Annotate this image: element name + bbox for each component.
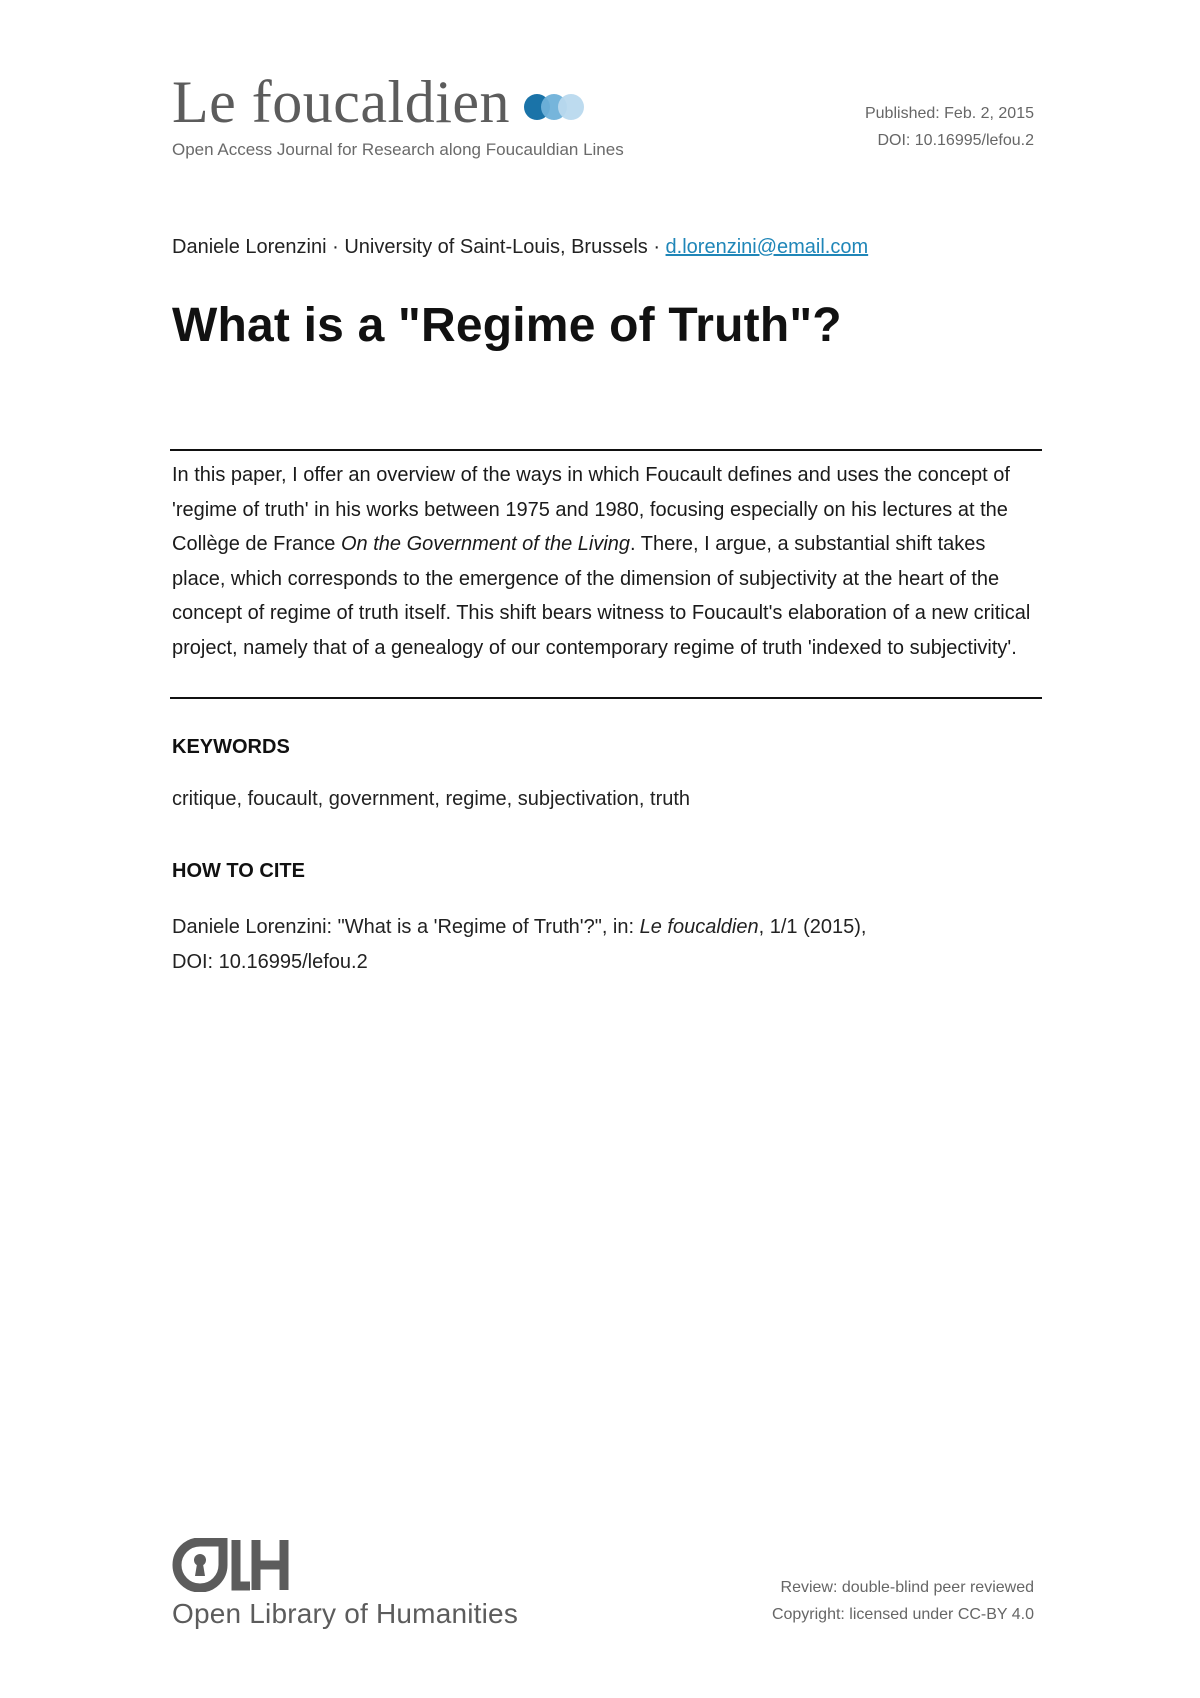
- journal-logo-dots-icon: [524, 94, 586, 120]
- abstract-part-1: In this paper, I offer an overview of the ways in which Foucault defines and uses the concept of 'regime of truth' in his works between 1975 and 1980, focusing especially on his lectures at the Collège de France: [172, 464, 1010, 555]
- citation-doi: DOI: 10.16995/lefou.2: [172, 951, 368, 973]
- citation-journal: Le foucaldien: [639, 916, 759, 938]
- brand-line: [172, 69, 624, 135]
- author-affiliation: Daniele Lorenzini · University of Saint-Louis, Brussels ·: [172, 236, 666, 258]
- citation-suffix: , 1/1 (2015),: [758, 916, 867, 938]
- published-date: Published: Feb. 2, 2015: [864, 105, 1034, 122]
- keywords-list: critique, foucault, government, regime, subjectivation, truth: [172, 788, 691, 810]
- journal-title: Le foucaldien: [172, 69, 510, 135]
- citation: [172, 910, 866, 980]
- citation-prefix: Daniele Lorenzini: "What is a 'Regime of Truth'?", in:: [172, 916, 640, 938]
- abstract-top-rule: [170, 449, 1042, 451]
- author-line: [172, 236, 868, 259]
- copyright-license: Copyright: licensed under CC-BY 4.0: [771, 1606, 1034, 1623]
- journal-masthead: [172, 69, 624, 160]
- keywords-heading: KEYWORDS: [172, 736, 290, 758]
- abstract-italic-title: On the Government of the Living: [340, 533, 631, 555]
- footer-meta: [772, 1574, 1034, 1628]
- journal-tagline: Open Access Journal for Research along Foucauldian Lines: [172, 140, 624, 159]
- logo-dot-light: [558, 94, 584, 120]
- publisher-logo: [172, 1538, 518, 1630]
- abstract-bottom-rule: [170, 697, 1042, 699]
- review-type: Review: double-blind peer reviewed: [780, 1579, 1034, 1596]
- article-title: What is a "Regime of Truth"?: [172, 299, 842, 352]
- doi: DOI: 10.16995/lefou.2: [877, 132, 1034, 149]
- publisher-name: Open Library of Humanities: [172, 1598, 519, 1629]
- how-to-cite-heading: HOW TO CITE: [172, 860, 305, 882]
- abstract: [172, 458, 1038, 665]
- abstract-part-2: . There, I argue, a substantial shift takes place, which corresponds to the emergence of the dimension of subjectivity at the heart of the concept of regime of truth itself. This shift bears witness to Foucault's elaboration of a new critical project, namely that of a genealogy of our contemporary regime of truth 'indexed to subjectivity'.: [172, 533, 1031, 659]
- author-email-link[interactable]: d.lorenzini@email.com: [665, 236, 869, 258]
- olh-logo-icon: [172, 1538, 290, 1592]
- publication-meta: [865, 100, 1034, 154]
